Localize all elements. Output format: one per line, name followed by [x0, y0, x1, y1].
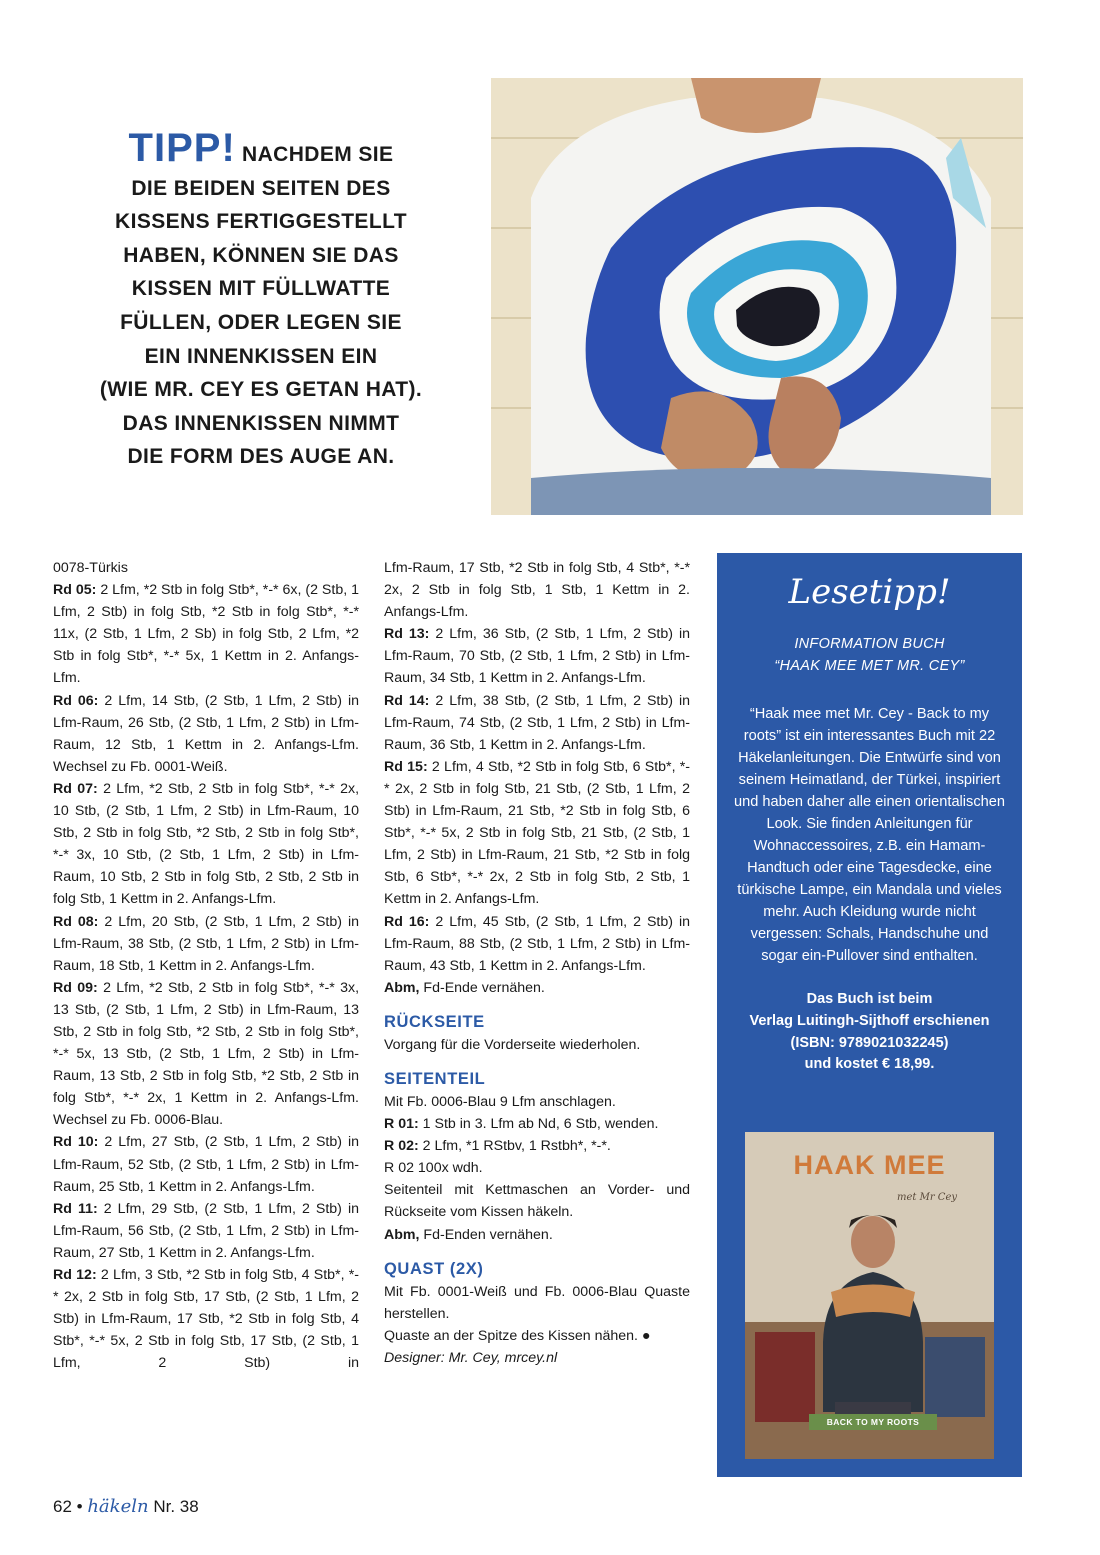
book-cover-illustration: [745, 1132, 994, 1459]
lesetipp-sidebar: [717, 553, 1022, 1477]
row-label: Rd 08:: [53, 913, 99, 930]
row-10: [53, 1131, 359, 1197]
tip-line-0: NACHDEM SIE: [242, 143, 394, 166]
row-label: Abm,: [384, 979, 420, 996]
row-14: [384, 690, 690, 756]
row-12-continuation: Lfm-Raum, 17 Stb, *2 Stb in folg Stb, 4 Stb*, *-* 2x, 2 Stb in folg Stb, 1 Stb, 1 Kettm in 2. Anfangs-Lfm.: [384, 560, 690, 621]
pillow-illustration: [491, 78, 1023, 515]
seitenteil-finish: [384, 1224, 690, 1246]
tip-line-2: KISSENS FERTIGGESTELLT: [115, 210, 407, 234]
seitenteil-repeat: R 02 100x wdh.: [384, 1160, 483, 1177]
row-text: 2 Lfm, *1 RStbv, 1 Rstbh*, *-*.: [418, 1138, 611, 1155]
book-info-heading: [717, 633, 1022, 677]
row-label: Rd 13:: [384, 626, 430, 643]
book-description: “Haak mee met Mr. Cey - Back to my roots” ist ein interessantes Buch mit 22 Häkelanleitungen. Die Entwürfe sind von seinem Heimatland, der Türkei, inspiriert und haben daher alle einen orientalischen Look. Sie finden Anleitungen für Wohnaccessoires, z.B. ein Hamam-Handtuch oder eine Tagesdecke, eine türkische Lampe, ein Mandala und vieles mehr. Auch Kleidung wurde nicht vergessen: Schals, Handschuhe und sogar ein-Pullover sind enthalten.: [733, 706, 1005, 964]
row-06: [53, 690, 359, 778]
footer-separator: •: [76, 1497, 83, 1516]
row-text: 2 Lfm, 38 Stb, (2 Stb, 1 Lfm, 2 Stb) in Lfm-Raum, 74 Stb, (2 Stb, 1 Lfm, 2 Stb) in Lfm-Raum, 36 Stb, 1 Kettm in 2. Anfangs-Lfm.: [384, 692, 690, 753]
row-08: [53, 911, 359, 977]
page-footer: [53, 1496, 199, 1517]
row-text: 2 Lfm, 3 Stb, *2 Stb in folg Stb, 4 Stb*, *-* 2x, 2 Stb in folg Stb, 17 Stb, (2 Stb, 1 Lfm, 2 Stb) in Lfm-Raum, 17 Stb, *2 Stb in folg Stb, 4 Stb*, *-* 5x, 2 Stb in folg Stb, 17 Stb, (2 Stb, 1 Lfm, 2 Stb) in: [53, 1267, 360, 1372]
price-line: und kostet € 18,99.: [804, 1056, 935, 1073]
book-info-line-1: INFORMATION BUCH: [794, 636, 945, 652]
row-16: [384, 911, 690, 977]
section-heading-quast: QUAST (2X): [384, 1259, 484, 1278]
row-text: 1 Stb in 3. Lfm ab Nd, 6 Stb, wenden.: [418, 1116, 659, 1133]
row-label: Rd 06:: [53, 692, 99, 709]
row-text: Fd-Ende vernähen.: [419, 979, 545, 996]
tip-label: TIPP!: [128, 126, 236, 170]
quast-line-2: Quaste an der Spitze des Kissen nähen. ●: [384, 1327, 651, 1344]
row-07: [53, 778, 359, 911]
issue-number: Nr. 38: [153, 1497, 199, 1516]
book-cover: [745, 1132, 994, 1459]
tip-line-4: KISSEN MIT FÜLLWATTE: [131, 277, 391, 301]
magazine-name: häkeln: [87, 1496, 149, 1517]
section-heading-seitenteil: SEITENTEIL: [384, 1069, 486, 1088]
row-text: 2 Lfm, *2 Stb, 2 Stb in folg Stb*, *-* 2x, 10 Stb, (2 Stb, 1 Lfm, 2 Stb) in Lfm-Raum, 10 Stb, 2 Stb in folg Stb, *2 Stb, 2 Stb in folg Stb*, *-* 3x, 10 Stb, (2 Stb, 1 Lfm, 2 Stb) in Lfm-Raum, 10 Stb, 2 Stb in folg Stb, 2 Stb, 2 Stb in folg Stb, 1 Kettm in 2. Anfangs-Lfm.: [53, 780, 360, 908]
finish-note: [384, 977, 690, 999]
row-09: [53, 977, 359, 1132]
row-text: 2 Lfm, 4 Stb, *2 Stb in folg Stb, 6 Stb*, *-* 2x, 2 Stb in folg Stb, 21 Stb, (2 Stb, 1 Lfm, 2 Stb) in Lfm-Raum, 21 Stb, *2 Stb in folg Stb, 6 Stb*, *-* 5x, 2 Stb in folg Stb, 21 Stb, (2 Stb, 1 Lfm, 2 Stb) in Lfm-Raum, 21 Stb, *2 Stb in folg Stb, 6 Stb*, *-* 2x, 2 Stb in folg Stb, 2 Stb, 1 Kettm in 2. Anfangs-Lfm.: [384, 758, 691, 908]
page-number: 62: [53, 1497, 72, 1516]
designer-credit: Designer: Mr. Cey, mrcey.nl: [384, 1349, 558, 1366]
tip-line-8: DAS INNENKISSEN NIMMT: [122, 411, 400, 435]
row-text: 2 Lfm, 36 Stb, (2 Stb, 1 Lfm, 2 Stb) in Lfm-Raum, 70 Stb, (2 Stb, 1 Lfm, 2 Stb) in Lfm-Raum, 34 Stb, 1 Kettm in 2. Anfangs-Lfm.: [384, 626, 690, 687]
book-cover-band: BACK TO MY ROOTS: [809, 1414, 937, 1430]
middle-column: [384, 557, 690, 1369]
seitenteil-r01: [384, 1113, 690, 1135]
tip-line-3: HABEN, KÖNNEN SIE DAS: [123, 243, 399, 267]
row-text: Fd-Enden vernähen.: [419, 1226, 553, 1243]
row-text: 2 Lfm, 27 Stb, (2 Stb, 1 Lfm, 2 Stb) in Lfm-Raum, 52 Stb, (2 Stb, 1 Lfm, 2 Stb) in Lfm-Raum, 25 Stb, 1 Kettm in 2. Anfangs-Lfm.: [53, 1134, 359, 1195]
row-text: 2 Lfm, *2 Stb, 2 Stb in folg Stb*, *-* 3x, 13 Stb, (2 Stb, 1 Lfm, 2 Stb) in Lfm-Raum, 13 Stb, 2 Stb in folg Stb, *2 Stb, 2 Stb in folg Stb*, *-* 5x, 13 Stb, (2 Stb, 1 Lfm, 2 Stb) in Lfm-Raum, 13 Stb, 2 Stb in folg Stb, *2 Stb, 2 Stb in folg Stb*, *-* 2x, 1 Kettm in 2. Anfangs-Lfm. Wechsel zu Fb. 0006-Blau.: [53, 979, 360, 1129]
book-publisher-info: [729, 989, 1010, 1076]
row-label: Rd 14:: [384, 692, 430, 709]
row-label: Rd 15:: [384, 758, 428, 775]
rueckseite-text: Vorgang für die Vorderseite wiederholen.: [384, 1036, 641, 1053]
tip-line-9: DIE FORM DES AUGE AN.: [127, 445, 395, 469]
book-info-line-2: “HAAK MEE MET MR. CEY”: [774, 658, 965, 674]
row-label: Rd 05:: [53, 582, 97, 599]
row-text: 2 Lfm, 45 Stb, (2 Stb, 1 Lfm, 2 Stb) in Lfm-Raum, 88 Stb, (2 Stb, 1 Lfm, 2 Stb) in Lfm-Raum, 43 Stb, 1 Kettm in 2. Anfangs-Lfm.: [384, 913, 690, 974]
tip-line-6: EIN INNENKISSEN EIN: [144, 344, 378, 368]
row-13: [384, 623, 690, 689]
row-text: 2 Lfm, 14 Stb, (2 Stb, 1 Lfm, 2 Stb) in Lfm-Raum, 26 Stb, (2 Stb, 1 Lfm, 2 Stb) in Lfm-Raum, 12 Stb, 1 Kettm in 2. Anfangs-Lfm. Wechsel zu Fb. 0001-Weiß.: [53, 692, 359, 775]
row-15: [384, 756, 690, 911]
row-label: R 01:: [384, 1116, 419, 1133]
quast-line-1: Mit Fb. 0001-Weiß und Fb. 0006-Blau Quaste herstellen.: [384, 1283, 690, 1322]
row-label: Rd 12:: [53, 1267, 97, 1283]
tip-line-1: DIE BEIDEN SEITEN DES: [131, 176, 391, 200]
row-11: [53, 1198, 359, 1264]
left-column: [53, 557, 359, 1374]
row-text: 2 Lfm, 29 Stb, (2 Stb, 1 Lfm, 2 Stb) in Lfm-Raum, 56 Stb, (2 Stb, 1 Lfm, 2 Stb) in Lfm-Raum, 27 Stb, 1 Kettm in 2. Anfangs-Lfm.: [53, 1200, 359, 1261]
seitenteil-intro: Mit Fb. 0006-Blau 9 Lfm anschlagen.: [384, 1093, 616, 1110]
tip-first-line: [52, 126, 470, 172]
row-label: R 02:: [384, 1138, 419, 1155]
row-text: 2 Lfm, 20 Stb, (2 Stb, 1 Lfm, 2 Stb) in Lfm-Raum, 38 Stb, (2 Stb, 1 Lfm, 2 Stb) in Lfm-Raum, 18 Stb, 1 Kettm in 2. Anfangs-Lfm.: [53, 913, 359, 974]
row-label: Rd 09:: [53, 979, 98, 996]
row-label: Rd 07:: [53, 780, 98, 797]
book-cover-subtitle: met Mr Cey: [897, 1192, 958, 1203]
row-text: 2 Lfm, *2 Stb in folg Stb*, *-* 6x, (2 Stb, 1 Lfm, 2 Stb) in folg Stb, *2 Stb in folg Stb*, *-* 11x, (2 Stb, 1 Lfm, 2 Sb) in folg Stb, 2 Lfm, *2 Stb in folg Stb*, *-* 5x, 1 Kettm in 2. Anfangs-Lfm.: [53, 582, 360, 687]
row-label: Rd 10:: [53, 1134, 99, 1151]
tip-line-5: FÜLLEN, ODER LEGEN SIE: [120, 310, 402, 334]
seitenteil-r02: [384, 1135, 690, 1157]
row-label: Rd 16:: [384, 913, 430, 930]
section-heading-rueckseite: RÜCKSEITE: [384, 1012, 485, 1031]
seitenteil-join: Seitenteil mit Kettmaschen an Vorder- und Rückseite vom Kissen häkeln.: [384, 1182, 690, 1221]
row-label: Abm,: [384, 1226, 420, 1243]
publisher-line-2: Verlag Luitingh-Sijthoff erschienen: [749, 1012, 990, 1029]
publisher-line-1: Das Buch ist beim: [806, 991, 933, 1007]
isbn-line: (ISBN: 9789021032245): [790, 1034, 949, 1051]
tip-line-7: (WIE MR. CEY ES GETAN HAT).: [99, 378, 423, 402]
tip-block: [52, 126, 470, 474]
yarn-color: 0078-Türkis: [53, 560, 128, 576]
sidebar-title: Lesetipp!: [788, 572, 951, 612]
book-cover-title: HAAK MEE: [793, 1150, 946, 1180]
row-12: [53, 1264, 359, 1374]
pillow-photo: [491, 78, 1023, 515]
row-05: [53, 579, 359, 689]
row-label: Rd 11:: [53, 1200, 98, 1217]
